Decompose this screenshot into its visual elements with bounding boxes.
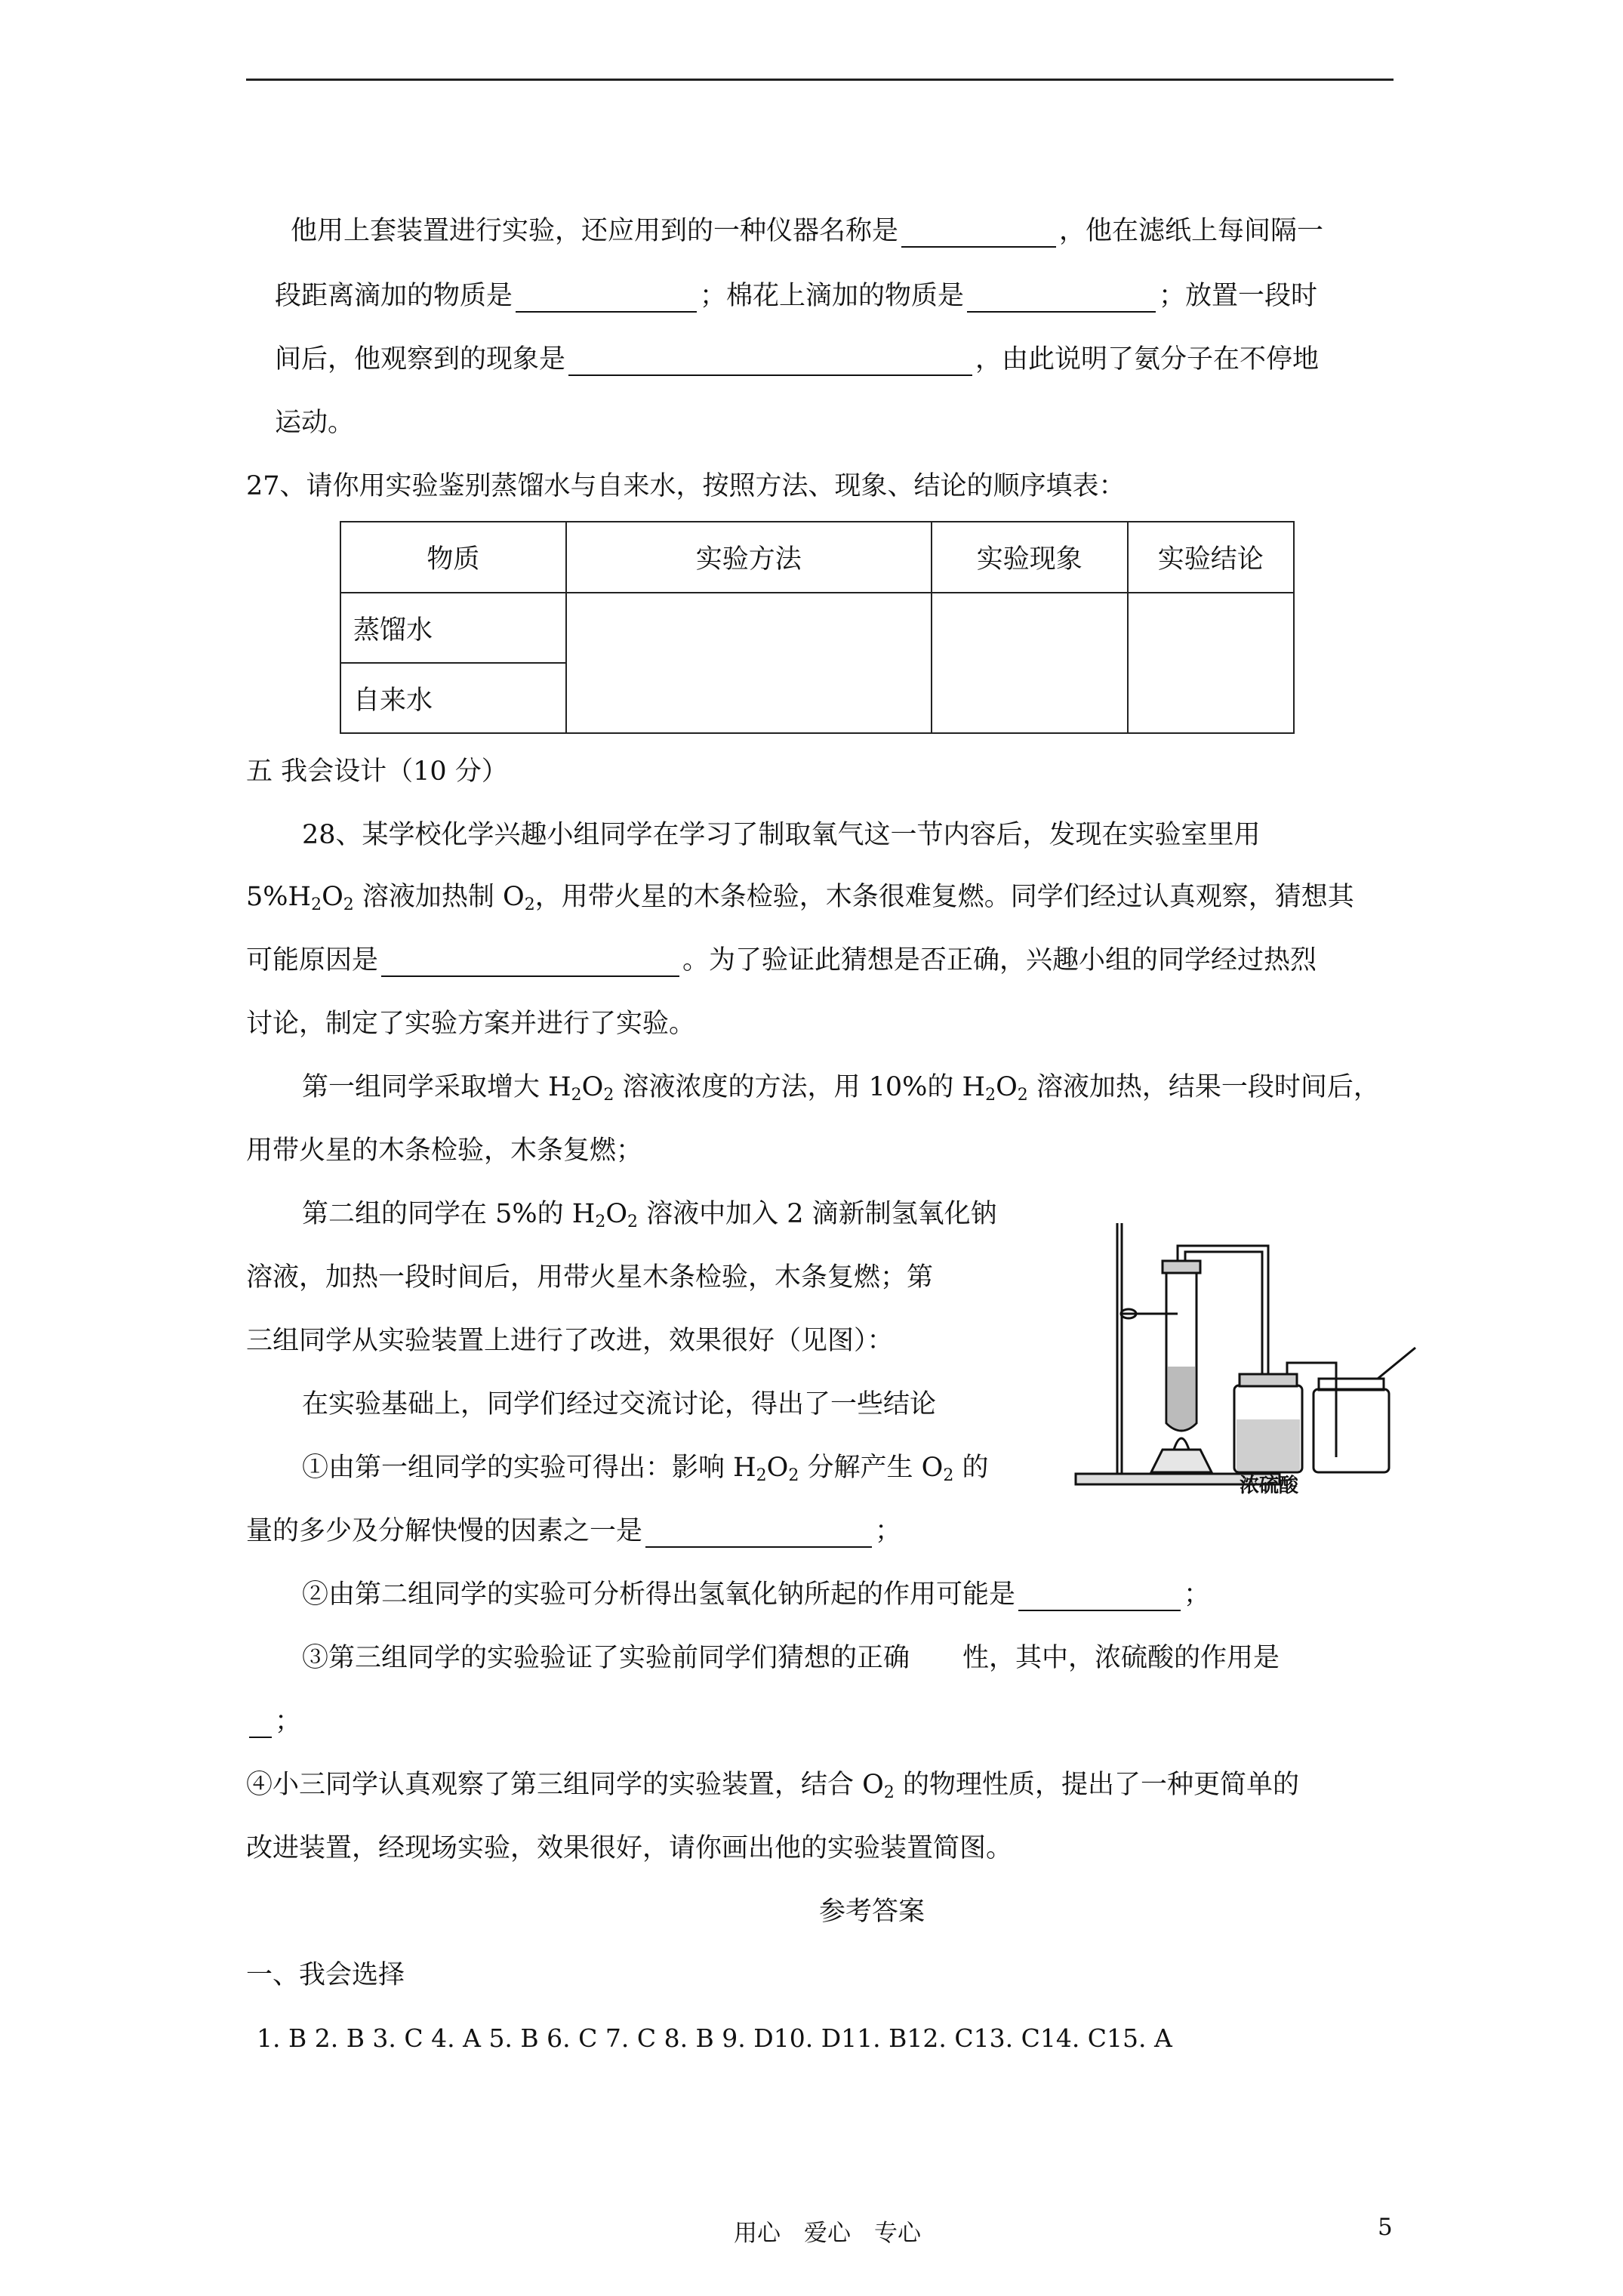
footer-slogan: 用心 爱心 专心: [734, 2220, 921, 2247]
header-rule: [246, 79, 1394, 81]
conclusion-3-end: ；: [246, 1705, 301, 1738]
q26-line-4: 运动。: [275, 408, 355, 438]
figure-label: 浓硫酸: [1240, 1475, 1299, 1495]
group1-line-1: 第一组同学采取增大 $H_2O_2$ 溶液浓度的方法，用 10%的 $H_2O_2$ 溶液加热，结果一段时间后，: [302, 1072, 1380, 1105]
alcohol-lamp: [1151, 1450, 1212, 1472]
q26-line-3: 间后，他观察到的现象是 ，由此说明了氨分子在不停地: [275, 344, 1320, 374]
experiment-table: [340, 521, 1295, 734]
answer-blank[interactable]: [516, 284, 697, 313]
header-cell: 实验方法: [566, 522, 932, 593]
header-cell: 物质: [340, 522, 566, 593]
header-cell: 实验结论: [1128, 522, 1295, 593]
q28-line-1: 28、某学校化学兴趣小组同学在学习了制取氧气这一节内容后，发现在实验室里用: [302, 820, 1261, 850]
q26-line-1: 他用上套装置进行实验，还应用到的一种仪器名称是 ，他在滤纸上每间隔一: [291, 216, 1324, 246]
q28-line-3: 可能原因是 。为了验证此猜想是否正确，兴趣小组的同学经过热烈: [246, 945, 1317, 975]
group2-line-2: 溶液，加热一段时间后，用带火星木条检验，木条复燃；第: [246, 1262, 934, 1293]
page-number: 5: [1378, 2214, 1393, 2241]
tube-stopper: [1163, 1261, 1200, 1273]
conclusion-1-line-2: 量的多少及分解快慢的因素之一是 ；: [246, 1516, 902, 1546]
table-header-row: [340, 522, 1294, 593]
answers-section: 一、我会选择: [246, 1960, 405, 1990]
conclusion-cell[interactable]: [1128, 593, 1295, 733]
answer-blank[interactable]: [1018, 1583, 1181, 1611]
answer-blank[interactable]: [568, 347, 972, 376]
answer-blank[interactable]: [645, 1519, 872, 1548]
row-label: 蒸馏水: [340, 593, 566, 663]
q28-line-4: 讨论，制定了实验方案并进行了实验。: [246, 1009, 696, 1039]
header-cell: 实验现象: [932, 522, 1128, 593]
group2-line-3: 三组同学从实验装置上进行了改进，效果很好（见图）：: [246, 1326, 894, 1356]
row-label: 自来水: [340, 663, 566, 733]
answers-line: 1. B 2. B 3. C 4. A 5. B 6. C 7. C 8. B 9. D10. D11. B12. C13. C14. C15. A: [257, 2023, 1172, 2053]
group1-line-2: 用带火星的木条检验，木条复燃；: [246, 1136, 643, 1166]
answer-blank[interactable]: [967, 284, 1156, 313]
answer-blank[interactable]: [901, 219, 1056, 248]
answers-title: 参考答案: [819, 1897, 925, 1927]
answer-blank[interactable]: [249, 1709, 272, 1738]
conclusion-2: ②由第二组同学的实验可分析得出氢氧化钠所起的作用可能是 ；: [302, 1579, 1211, 1610]
table-row: [340, 593, 1294, 663]
q28-line-2: $5\%H_2O_2$ 溶液加热制 $O_2$，用带火星的木条检验，木条很难复燃。同学们经过认真观察，猜想其: [246, 882, 1354, 914]
phenomenon-cell[interactable]: [932, 593, 1128, 733]
conclusion-intro: 在实验基础上，同学们经过交流讨论，得出了一些结论: [302, 1389, 937, 1419]
conclusion-3: ③第三组同学的实验验证了实验前同学们猜想的正确 性，其中，浓硫酸的作用是: [302, 1643, 1280, 1673]
collecting-bottle: [1313, 1389, 1389, 1472]
apparatus-figure: [1072, 1208, 1419, 1495]
method-cell[interactable]: [566, 593, 932, 733]
conclusion-1-line-1: ①由第一组同学的实验可得出：影响 $H_2O_2$ 分解产生 $O_2$ 的: [302, 1453, 989, 1485]
section-title: 五 我会设计（10 分）: [246, 757, 508, 787]
conclusion-4-line-2: 改进装置，经现场实验，效果很好，请你画出他的实验装置简图。: [246, 1833, 1013, 1863]
conclusion-4-line-1: ④小三同学认真观察了第三组同学的实验装置，结合 $O_2$ 的物理性质，提出了一种更简单的: [246, 1770, 1299, 1802]
answer-blank[interactable]: [381, 948, 679, 977]
q27-prompt: 27、请你用实验鉴别蒸馏水与自来水，按照方法、现象、结论的顺序填表：: [246, 471, 1126, 501]
group2-line-1: 第二组的同学在 5%的 $H_2O_2$ 溶液中加入 2 滴新制氢氧化钠: [302, 1199, 997, 1231]
glowing-splint: [1378, 1348, 1415, 1379]
q26-line-2: 段距离滴加的物质是 ；棉花上滴加的物质是 ；放置一段时: [275, 281, 1318, 311]
flame: [1174, 1438, 1189, 1450]
